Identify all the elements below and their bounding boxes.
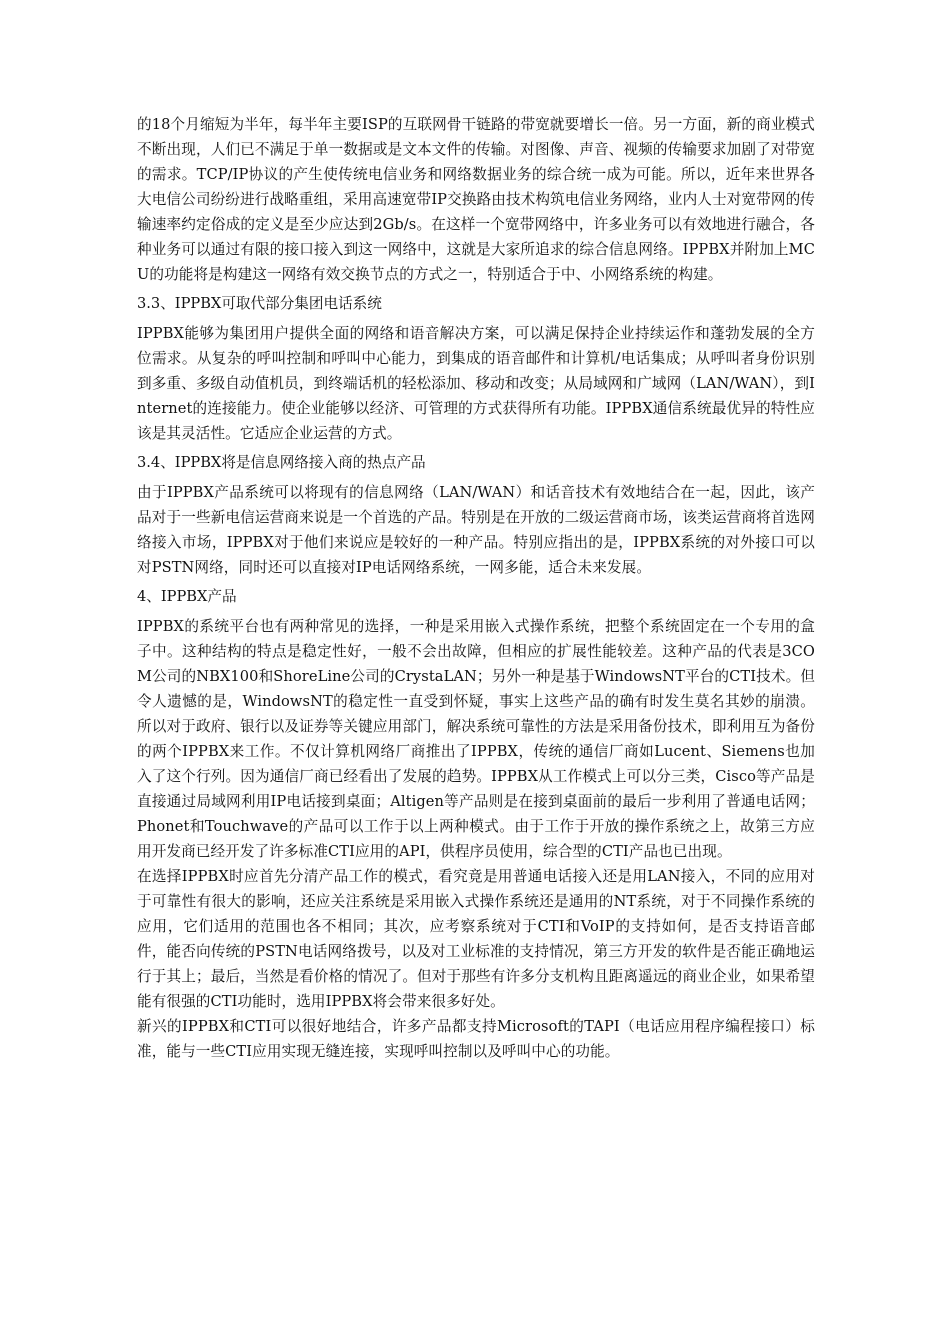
section-heading-3-3: 3.3、IPPBX可取代部分集团电话系统 (137, 295, 382, 312)
paragraph-selection: 在选择IPPBX时应首先分清产品工作的模式，看究竟是用普通电话接入还是用LAN接入，不同的应用对于可靠性有很大的影响，还应关注系统是采用嵌入式操作系统还是通用的NT系统，对于不同操作系统的应用，它们适用的范围也各不相同；其次，应考察系统对于CTI和VoIP的支持如何，是否支持语音邮件，能否向传统的PSTN电话网络拨号，以及对工业标准的支持情况，第三方开发的软件是否能正确地运行于其上；最后，当然是看价格的情况了。但对于那些有许多分支机构且距离遥远的商业企业，如果希望能有很强的CTI功能时，选用IPPBX将会带来很多好处。 (137, 868, 815, 1010)
paragraph-platform: IPPBX的系统平台也有两种常见的选择，一种是采用嵌入式操作系统，把整个系统固定在一个专用的盒子中。这种结构的特点是稳定性好，一般不会出故障，但相应的扩展性能较差。这种产品的代表是3COM公司的NBX100和ShoreLine公司的CrystaLAN；另外一种是基于WindowsNT平台的CTI技术。但令人遗憾的是，WindowsNT的稳定性一直受到怀疑，事实上这些产品的确有时发生莫名其妙的崩溃。所以对于政府、银行以及证券等关键应用部门，解决系统可靠性的方法是采用备份技术，即利用互为备份的两个IPPBX来工作。不仅计算机网络厂商推出了IPPBX，传统的通信厂商如Lucent、Siemens也加入了这个行列。因为通信厂商已经看出了发展的趋势。IPPBX从工作模式上可以分三类，Cisco等产品是直接通过局域网利用IP电话接到桌面；Altigen等产品则是在接到桌面前的最后一步利用了普通电话网；Phonet和Touchwave的产品可以工作于以上两种模式。由于工作于开放的操作系统之上，故第三方应用开发商已经开发了许多标准CTI应用的API，供程序员使用，综合型的CTI产品也已出现。 (137, 618, 815, 860)
section-heading-3-4: 3.4、IPPBX将是信息网络接入商的热点产品 (137, 454, 426, 471)
paragraph-network-access: 由于IPPBX产品系统可以将现有的信息网络（LAN/WAN）和话音技术有效地结合在一起，因此，该产品对于一些新电信运营商来说是一个首选的产品。特别是在开放的二级运营商市场，该类运营商将首选网络接入市场，IPPBX对于他们来说应是较好的一种产品。特别应指出的是，IPPBX系统的对外接口可以对PSTN网络，同时还可以直接对IP电话网络系统，一网多能，适合未来发展。 (137, 484, 815, 576)
paragraph-cti: 新兴的IPPBX和CTI可以很好地结合，许多产品都支持Microsoft的TAPI（电话应用程序编程接口）标准，能与一些CTI应用实现无缝连接，实现呼叫控制以及呼叫中心的功能。 (137, 1018, 815, 1060)
document-body (137, 112, 815, 1064)
paragraph-bandwidth: 的18个月缩短为半年，每半年主要ISP的互联网骨干链路的带宽就要增长一倍。另一方面，新的商业模式不断出现，人们已不满足于单一数据或是文本文件的传输。对图像、声音、视频的传输要求加剧了对带宽的需求。TCP/IP协议的产生使传统电信业务和网络数据业务的综合统一成为可能。所以，近年来世界各大电信公司纷纷进行战略重组，采用高速宽带IP交换路由技术构筑电信业务网络，业内人士对宽带网的传输速率约定俗成的定义是至少应达到2Gb/s。在这样一个宽带网络中，许多业务可以有效地进行融合，各种业务可以通过有限的接口接入到这一网络中，这就是大家所追求的综合信息网络。IPPBX并附加上MCU的功能将是构建这一网络有效交换节点的方式之一，特别适合于中、小网络系统的构建。 (137, 116, 815, 283)
paragraph-group-phone: IPPBX能够为集团用户提供全面的网络和语音解决方案，可以满足保持企业持续运作和蓬勃发展的全方位需求。从复杂的呼叫控制和呼叫中心能力，到集成的语音邮件和计算机/电话集成；从呼叫者身份识别到多重、多级自动值机员，到终端话机的轻松添加、移动和改变；从局域网和广域网（LAN/WAN），到Internet的连接能力。使企业能够以经济、可管理的方式获得所有功能。IPPBX通信系统最优异的特性应该是其灵活性。它适应企业运营的方式。 (137, 325, 815, 442)
section-heading-4: 4、IPPBX产品 (137, 588, 237, 605)
